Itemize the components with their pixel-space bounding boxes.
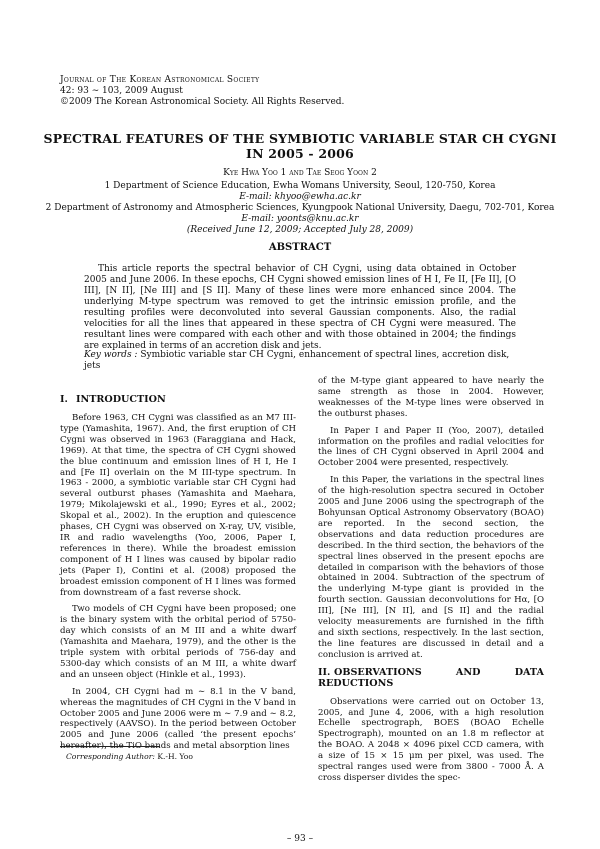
keywords-text: Symbiotic variable star CH Cygni, enhancement of spectral lines, accretion disk, jets	[84, 350, 510, 371]
footnote-text: K.-H. Yoo	[157, 752, 193, 761]
paper-title	[40, 131, 560, 161]
keywords	[84, 350, 516, 372]
page-number: – 93 –	[286, 834, 314, 844]
section-1-title: INTRODUCTION	[76, 394, 166, 405]
footnote	[66, 752, 193, 761]
section-2-heading	[318, 667, 544, 689]
section-1-number: I.	[60, 394, 68, 405]
affiliation-2: 2 Department of Astronomy and Atmospheric Sciences, Kyungpook National University, Daegu, 702-701, Korea	[45, 203, 555, 213]
footnote-label: Corresponding Author:	[66, 752, 155, 761]
title-line-2: IN 2005 - 2006	[246, 146, 354, 161]
title-line-1: SPECTRAL FEATURES OF THE SYMBIOTIC VARIABLE STAR CH CYGNI	[43, 131, 557, 146]
intro-paragraph-1: Before 1963, CH Cygni was classified as an M7 III-type (Yamashita, 1967). And, the first eruption of CH Cygni was observed in 1963 (Faraggiana and Hack, 1969). At that time, the spectra of CH Cygni showed the blue continuum and emission lines of H I, He I and [Fe II] overlain on the M III-type spectrum. In 1963 - 2000, a symbiotic variable star CH Cygni had several outburst phases (Yamashita and Maehara, 1979; Mikolajewski et al., 1990; Eyres et al., 2002; Skopal et al., 2002). In the eruption and quiescence phases, CH Cygni was observed on X-ray, UV, visible, IR and radio wavelengths (Yoo, 2006, Paper I, references in there). While the broadest emission component of H I lines was caused by bipolar radio jets (Paper I), Contini et al. (2008) proposed the broadest emission component of H I lines was formed from downstream of a fast reverse shock.	[60, 413, 296, 598]
section-2-number: II.	[318, 666, 331, 678]
affiliation-1: 1 Department of Science Education, Ewha Womans University, Seoul, 120-750, Korea	[104, 181, 496, 191]
intro-paragraph-3: In 2004, CH Cygni had m ∼ 8.1 in the V band, whereas the magnitudes of CH Cygni in the V band in October 2005 and June 2006 were m ∼ 7.9 and ∼ 8.2, respectively (AAVSO). In the period between October 2005 and June 2006 (called ‘the present epochs’ hereafter), the TiO bands and metal absorption lines	[60, 686, 296, 752]
received-dates: (Received June 12, 2009; Accepted July 28, 2009)	[186, 225, 414, 235]
observations-paragraph-1: Observations were carried out on October 13, 2005, and June 4, 2006, with a high resolution Echelle spectrograph, BOES (BOAO Echelle Spectrograph), mounted on an 1.8 m reflector at the BOAO. A 2048 × 4096 pixel CCD camera, with a size of 15 × 15 μm per pixel, was used. The spectral ranges used were from 3800 - 7000 Å. A cross disperser divides the spec-	[318, 696, 544, 783]
intro-paragraph-5: In this Paper, the variations in the spectral lines of the high-resolution spectra secured in October 2005 and June 2006 using the spectrograph of the Bohyunsan Optical Astronomy Observatory (BOAO) are reported. In the second section, the observations and data reduction procedures are described. In the third section, the behaviors of the spectral lines observed in the present epochs are detailed in comparison with the behaviors of those obtained in 2004. Subtraction of the spectrum of the underlying M-type giant is provided in the fourth section. Gaussian deconvolutions for Hα, [O III], [Ne III], [N II], and [S II] and the radial velocity measurements are furnished in the fifth and sixth sections, respectively. In the last section, the line features are discussed in detail and a conclusion is arrived at.	[318, 475, 544, 660]
abstract-heading: ABSTRACT	[268, 242, 332, 253]
intro-paragraph-2: Two models of CH Cygni have been proposed; one is the binary system with the orbital period of 5750-day which consists of an M III and a white dwarf (Yamashita and Maehara, 1979), and the other is the triple system with orbital periods of 756-day and 5300-day which consists of an M III, a white dwarf and an unseen object (Hinkle et al., 1993).	[60, 604, 296, 680]
left-column	[60, 388, 296, 758]
email-1: E-mail: khyoo@ewha.ac.kr	[239, 192, 361, 202]
keywords-label: Key words :	[84, 350, 138, 360]
section-1-heading	[60, 394, 296, 405]
journal-volume: 42: 93 ∼ 103, 2009 August	[60, 86, 183, 96]
journal-header	[60, 75, 344, 108]
footnote-divider	[60, 746, 160, 747]
abstract-text: This article reports the spectral behavior of CH Cygni, using data obtained in October 2005 and June 2006. In these epochs, CH Cygni showed emission lines of H I, Fe II, [Fe II], [O III], [N II], [Ne III] and [S II]. Many of these lines were more enhanced since 2004. The underlying M-type spectrum was removed to get the intrinsic emission profile, and the resulting profiles were deconvoluted into several Gaussian components. Also, the radial velocities for all the lines that appeared in these spectra of CH Cygni were measured. The resultant lines were compared with each other and with those obtained in 2004; the findings are explained in terms of an accretion disk and jets.	[84, 264, 516, 351]
section-2-title: OBSERVATIONS AND DATA REDUCTIONS	[318, 666, 544, 689]
intro-paragraph-3-continued: of the M-type giant appeared to have nearly the same strength as those in 2004. However, weaknesses of the M-type lines were observed in the outburst phases.	[318, 376, 544, 419]
right-column	[318, 376, 544, 790]
journal-copyright: ©2009 The Korean Astronomical Society. All Rights Reserved.	[60, 97, 345, 107]
email-2: E-mail: yoonts@knu.ac.kr	[241, 214, 359, 224]
journal-name: Journal of The Korean Astronomical Society	[60, 75, 260, 85]
intro-paragraph-4: In Paper I and Paper II (Yoo, 2007), detailed information on the profiles and radial velocities for the lines of CH Cygni observed in April 2004 and October 2004 were presented, respectively.	[318, 425, 544, 469]
authors: Kye Hwa Yoo 1 and Tae Seog Yoon 2	[223, 168, 377, 178]
